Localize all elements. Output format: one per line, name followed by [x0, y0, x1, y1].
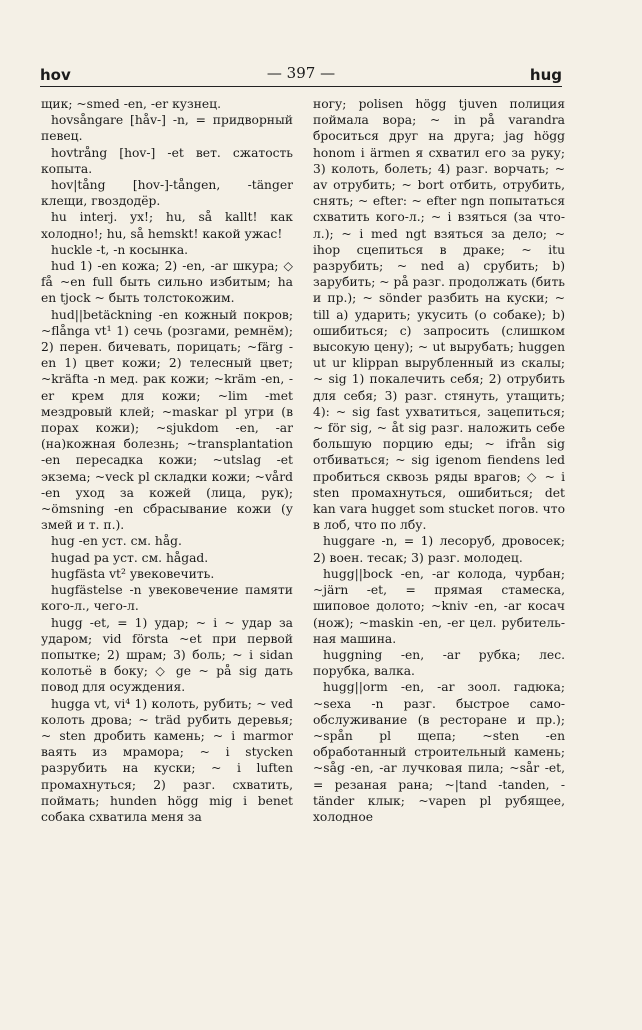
entry: hugg||bock -en, -ar колода, чурбан; ~järn -et, = прямая стамеска, шиповое долото; ~kniv -en, -ar косач (нож); ~maskin -en, -er цел. рубительная машина.: [313, 566, 565, 646]
entry: hud||betäckning -en кожный покров; ~flånga vt¹ 1) сечь (розгами, ремнём); 2) перен. бичевать, порицать; ~färg -en 1) цвет кожи; 2) телесный цвет; ~kräfta -n мед. рак кожи; ~kräm -en, -er крем для кожи; ~lim -met мездровый клей; ~maskar pl угри (в порах кожи); ~sjukdom -en, -ar (на)кожная болезнь; ~transplantation -en пересадка кожи; ~utslag -et экзема; ~veck pl складки кожи; ~vård -en уход за кожей (лица, рук); ~ömsning -en сбрасывание кожи (у змей и т. п.).: [41, 307, 293, 533]
entry: huckle -t, -n косынка.: [51, 242, 189, 257]
entry: huggning -en, -ar рубка; лес. порубка, валка.: [313, 647, 565, 679]
guide-word-right: hug: [529, 66, 562, 84]
entry: hugg||orm -en, -ar зоол. гадюка; ~sexa -n разг. быстрое самообслуживание (в ресторане и пр.); ~spån pl щепа; ~sten -en обработанный строительный камень; ~såg -en, -ar лучковая пила; ~sår -et, = резаная рана; ~|tand -tanden, -tänder клык; ~vapen pl рубящее, холодное: [313, 680, 565, 824]
entry: huggare -n, = 1) лесоруб, дровосек; 2) воен. тесак; 3) разг. молодец.: [313, 534, 565, 565]
entry: щик; ~smed -en, -er кузнец.: [41, 97, 222, 111]
left-column: [41, 96, 293, 825]
entry: hugfästa vt² увековечить.: [51, 566, 215, 581]
header-rule: [40, 86, 562, 87]
entry: hov|tång [hov-]-tången, -tänger клещи, гвоздодёр.: [41, 178, 293, 209]
entry: hud 1) -en кожа; 2) -en, -ar шкура; ◇ få ~en full быть сильно избитым; ha en tjock ~ быть толстокожим.: [41, 259, 293, 306]
entry: hugga vt, vi⁴ 1) колоть, рубить; ~ ved колоть дрова; ~ träd рубить деревья; ~ sten дробить камень; ~ i marmor ваять из мрамора; ~ i stycken разрубить на куски; ~ i luften промахнуться; 2) разг. схватить, поймать; hunden högg mig i benet собака схватила меня за: [41, 696, 293, 824]
entry: hug -en уст. см. håg.: [51, 534, 182, 549]
entry: hu interj. yx!; hu, så kallt! как холодно!; hu, så hemskt! какой ужас!: [41, 210, 293, 241]
entry: hugg -et, = 1) удар; ~ i ~ удар за ударом; vid första ~et при первой попытке; 2) шрам; 3) боль; ~ i sidan колотьё в боку; ◇ ge ~ på sig дать повод для осуждения.: [41, 615, 293, 695]
entry: ногу; polisen högg tjuven полиция поймала вора; ~ in på varandra броситься друг на друга; jag högg honom i ärmen я схватил его за руку; 3) колоть, болеть; 4) разг. ворчать; ~ av отрубить; ~ bort отбить, отрубить, снять; ~ efter: ~ efter ngn попытаться схватить кого-л.; ~ i взяться (за что-л.); ~ i med ngt взяться за дело; ~ ihop сцепиться в драке; ~ itu разрубить; ~ ned а) срубить; b) зарубить; ~ på разг. продолжать (бить и пр.); ~ sönder разбить на куски; ~ till а) ударить; укусить (о собаке); b) ошибиться; с) запросить (слишком высокую цену); ~ ut вырубать; huggen ut ur klippan вырубленный из скалы; ~ sig 1) покалечить себя; 2) отрубить для себя; 3) разг. стянуть, утащить; 4): ~ sig fast ухватиться, зацепиться; ~ för sig, ~ åt sig разг. наложить себе большую порцию еды; ~ ifrån sig отбиваться; ~ sig igenom fiendens led пробиться сквозь ряды врагов; ◇ ~ i sten промахнуться, ошибиться; det kan vara hugget som stucket погов. что в лоб, что по лбу.: [313, 97, 565, 533]
entry: hovsångare [håv-] -n, = придворный певец.: [41, 113, 293, 144]
page-header: [40, 62, 562, 86]
right-column: [313, 96, 565, 825]
guide-word-left: hov: [40, 66, 71, 84]
entry: hovtrång [hov-] -et вет. сжатость копыта.: [41, 145, 293, 176]
entry: hugfästelse -n увековечение памяти кого-л., чего-л.: [41, 583, 293, 614]
entry: hugad pa уст. см. hågad.: [51, 550, 209, 565]
page-number: — 397 —: [266, 64, 336, 82]
